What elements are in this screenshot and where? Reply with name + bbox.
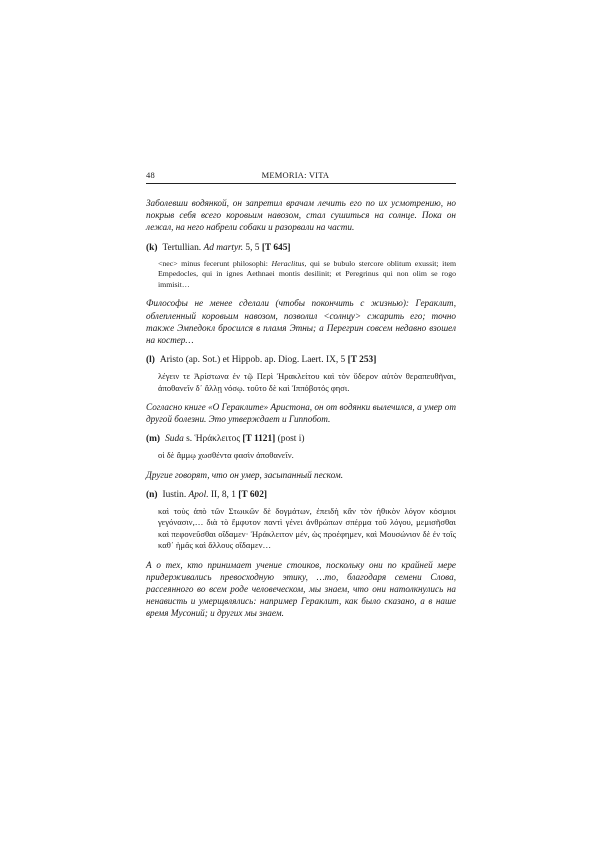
translation-m: Другие говорят, что он умер, засыпанный песком.: [146, 469, 343, 480]
reference: 5, 5: [245, 242, 260, 253]
greek-quote: λέγειν τε Ἀρίστωνα ἐν τῷ Περὶ Ἡρακλείτου καὶ τὸν ὕδερον αὐτὸν θεραπευθῆναι, ἀποθανεῖν δ᾽ ἄλλῃ νόσῳ. τοῦτο δὲ καὶ Ἱππόβοτός φησι.: [158, 371, 456, 393]
page-number: 48: [146, 170, 155, 180]
work-title: Ad martyr.: [203, 242, 244, 253]
testimony-ref: [T 602]: [238, 490, 267, 501]
quote-text: qui se bubulo stercore oblitum exussit; item Empedocles, qui in ignes Aethnaei montis desilinit; et Peregrinus qui non olim se rogo immisit…: [158, 258, 457, 289]
translation-top: Заболевши водянкой, он запретил врачам лечить его по их усмотрению, но покрыв себя всего коровьим навозом, стал сушиться на солнце. Пока он лежал, на него набрели собаки и разорвали на части.: [146, 198, 456, 233]
greek-quote: οἱ δὲ ἄμμῳ χωσθέντα φασὶν ἀποθανεῖν.: [158, 450, 294, 461]
author: Iustin.: [162, 490, 187, 501]
translation-k: Философы не менее сделали (чтобы покончить с жизнью): Гераклит, облепленный коровьим навозом, позволил <солнцу> сжарить его; точно также Эмпедокл бросился в пламя Этны; а Перегрин совсем недавно взошел на костер…: [146, 298, 456, 345]
section-n-heading: [146, 489, 456, 501]
section-l-heading: [146, 354, 456, 366]
reference: II, 8, 1: [210, 490, 236, 501]
section-label: (n): [146, 490, 158, 501]
testimony-ref: [T 645]: [261, 242, 291, 253]
section-label: (k): [146, 242, 158, 253]
running-header: [146, 170, 456, 184]
latin-quote: [158, 259, 456, 291]
work-title: Apol.: [188, 490, 209, 501]
source-title: Suda: [165, 434, 184, 445]
page-body: [146, 197, 456, 628]
running-title: MEMORIA: VITA: [261, 170, 330, 180]
section-label: (m): [146, 434, 161, 445]
translation-n: А о тех, кто принимает учение стоиков, поскольку они по крайней мере придерживались превосходную этику, …то, благодаря семени Слова, рассеянного во всем роде человеческом, мы знаем, что они натолкнулись на ненависть и умерщвлялись: например Гераклит, как было сказано, а в наше время Мусоний; и других мы знаем.: [146, 559, 456, 619]
section-k-heading: [146, 242, 456, 254]
position-note: (post i): [277, 434, 305, 445]
source: Aristo (ap. Sot.) et Hippob. ap. Diog. Laert. IX, 5: [159, 355, 346, 366]
section-label: (l): [146, 355, 155, 366]
source: s. Ἡράκλειτος: [186, 434, 241, 445]
section-m-heading: [146, 433, 456, 445]
translation-l: Согласно книге «О Гераклите» Аристона, он от водянки вылечился, а умер от другой болезни. Это утверждает и Гиппобот.: [146, 402, 456, 425]
testimony-ref: [T 1121]: [242, 434, 276, 445]
testimony-ref: [T 253]: [347, 355, 377, 366]
quote-text: <nec> minus fecerunt philosophi:: [158, 258, 268, 268]
author: Tertullian.: [162, 242, 202, 253]
greek-quote: καὶ τοὺς ἀπὸ τῶν Στωικῶν δὲ δογμάτων, ἐπειδὴ κἂν τὸν ἠθικὸν λόγον κόσμιοι γεγόνασιν,… διὰ τὸ ἔμφυτον παντὶ γένει ἀνθρώπων σπέρμα τοῦ λόγου, μεμισῆσθαι καὶ πεφονεῦσθαι οἴδαμεν· Ἡράκλειτον μέν, ὡς προέφημεν, καὶ Μουσώνιον δὲ ἐν τοῖς καθ᾽ ἡμᾶς καὶ ἄλλους οἴδαμεν…: [158, 506, 456, 551]
quote-name: Heraclitus,: [271, 258, 307, 268]
